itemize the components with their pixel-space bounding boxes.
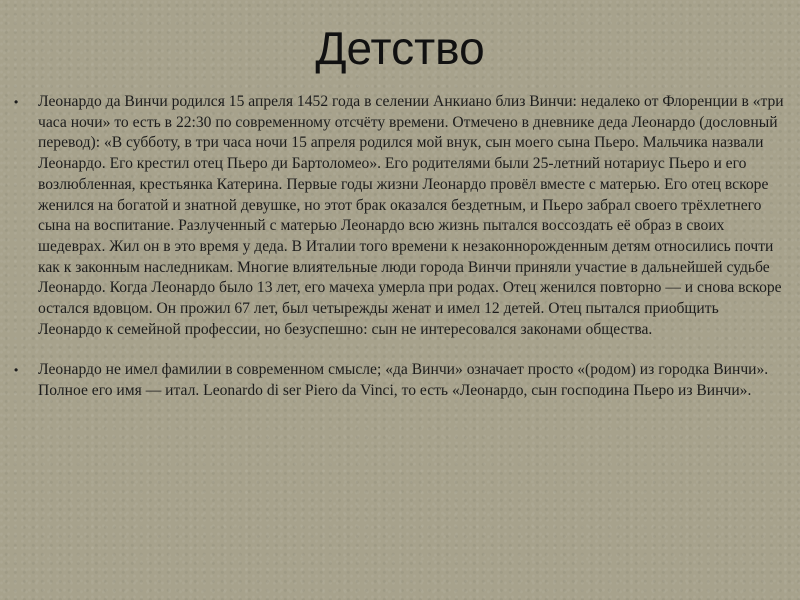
bullet-item-name — [14, 360, 784, 401]
slide-title: Детство — [315, 22, 485, 74]
bullet-text: Леонардо да Винчи родился 15 апреля 1452 года в селении Анкиано близ Винчи: недалеко от Флоренции в «три часа ночи» то есть в 22:30 по современному отсчёту времени. Отмечено в дневнике деда Леонардо (дословный перевод): «В субботу, в три часа ночи 15 апреля родился мой внук, сын моего сына Пьеро. Мальчика назвали Леонардо. Его крестил отец Пьеро ди Бартоломео». Его родителями были 25-летний нотариус Пьеро и его возлюбленная, крестьянка Катерина. Первые годы жизни Леонардо провёл вместе с матерью. Его отец вскоре женился на богатой и знатной девушке, но этот брак оказался бездетным, и Пьеро забрал своего трёхлетнего сына на воспитание. Разлученный с матерью Леонардо всю жизнь пытался воссоздать её образ в своих шедеврах. Жил он в это время у деда. В Италии того времени к незаконнорожденным детям относились почти как к законным наследникам. Многие влиятельные люди города Винчи приняли участие в дальнейшей судьбе Леонардо. Когда Леонардо было 13 лет, его мачеха умерла при родах. Отец женился повторно — и снова вскоре остался вдовцом. Он прожил 67 лет, был четырежды женат и имел 12 детей. Отец пытался приобщить Леонардо к семейной профессии, но безуспешно: сын не интересовался законами общества. — [38, 93, 784, 338]
bullet-icon: • — [14, 95, 19, 109]
bullet-item-birth — [14, 92, 784, 340]
bullet-text: Леонардо не имел фамилии в современном смысле; «да Винчи» означает просто «(родом) из городка Винчи». Полное его имя — итал. Leonardo di ser Piero da Vinci, то есть «Леонардо, сын господина Пьеро из Винчи». — [38, 361, 769, 400]
slide-content — [14, 92, 784, 402]
bullet-icon: • — [14, 363, 19, 378]
